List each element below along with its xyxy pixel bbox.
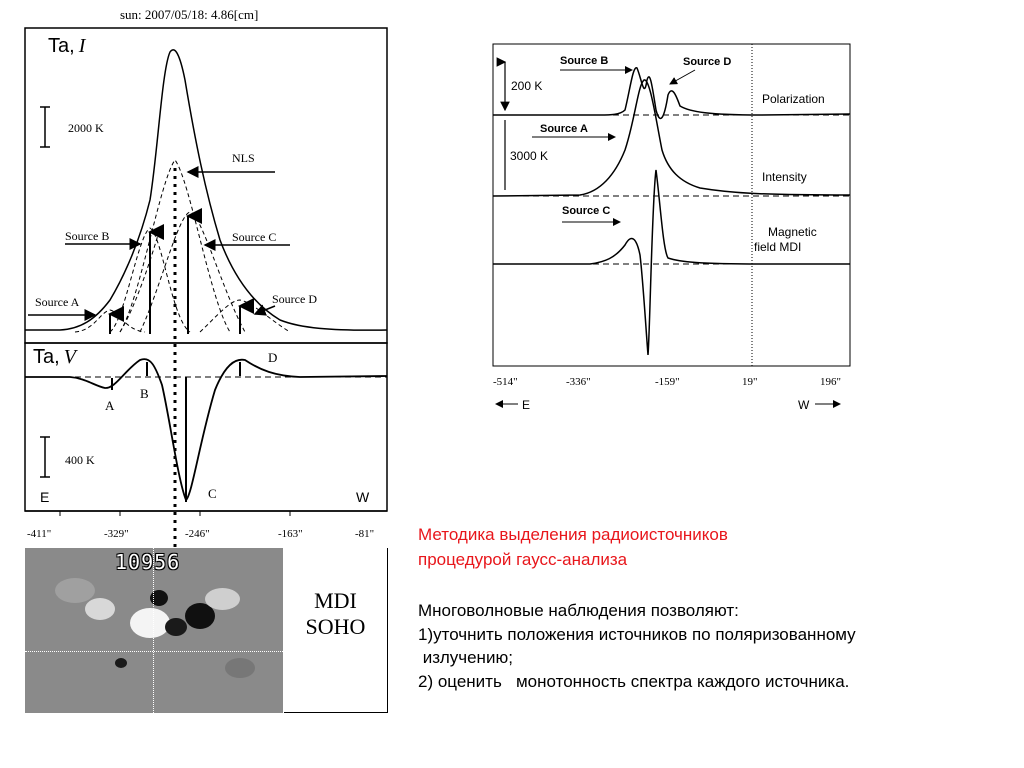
svg-text:2000 K: 2000 K: [68, 121, 104, 135]
right-source-a-label: Source A: [540, 123, 588, 135]
right-west-indicator: [798, 398, 840, 412]
svg-text:-81": -81": [355, 528, 375, 540]
right-scale-3000k-label: 3000 K: [510, 149, 549, 163]
slide-body: [418, 599, 1018, 693]
left-x-ticks: [27, 528, 374, 540]
magnetic-label-2: field MDI: [754, 240, 802, 254]
polar-axis-label: Ta, V: [33, 346, 76, 368]
svg-text:-411": -411": [27, 528, 52, 540]
title-line-2: процедурой гаусс-анализа: [418, 550, 628, 569]
svg-text:196": 196": [820, 376, 841, 388]
scale-bar-2000k: [40, 107, 104, 147]
polarization-label: Polarization: [762, 92, 825, 106]
right-source-d-label: Source D: [683, 56, 732, 68]
svg-text:400 K: 400 K: [65, 453, 95, 467]
svg-text:-336": -336": [566, 376, 591, 388]
intensity-total-curve: [25, 50, 387, 330]
mdi-label-1: MDI: [314, 588, 357, 613]
polar-v-curve: [25, 359, 387, 500]
body-line-3: излучению;: [418, 648, 513, 667]
right-source-c-label: Source C: [562, 205, 611, 217]
left-title: sun: 2007/05/18: 4.86[cm]: [120, 7, 259, 22]
mdi-soho-label-box: [284, 548, 388, 713]
polar-letter-a: A: [105, 398, 115, 413]
right-source-b-label: Source B: [560, 55, 609, 67]
svg-text:W: W: [798, 398, 810, 412]
polar-letter-b: B: [140, 386, 149, 401]
left-source-a-label: Source A: [35, 295, 80, 309]
right-x-ticks: [493, 376, 841, 388]
polar-letter-c: C: [208, 486, 217, 501]
body-line-2: 1)уточнить положения источников по поляризованному: [418, 624, 856, 644]
intensity-axis-label: Ta, I: [48, 35, 86, 57]
svg-text:19": 19": [742, 376, 758, 388]
polar-letter-d: D: [268, 350, 278, 365]
svg-text:-159": -159": [655, 376, 680, 388]
title-line-1: Методика выделения радиоисточников: [418, 525, 728, 544]
nls-label: NLS: [232, 151, 255, 165]
svg-text:-163": -163": [278, 528, 303, 540]
left-source-c-label: Source C: [232, 230, 277, 244]
scale-bar-400k: [40, 437, 95, 477]
svg-text:E: E: [522, 398, 531, 412]
right-east-indicator: [496, 398, 530, 412]
mdi-region-number: 10956: [115, 550, 181, 574]
gaussian-components: [75, 160, 290, 332]
left-east-label: E: [40, 489, 50, 505]
left-west-label: W: [356, 489, 370, 505]
svg-text:-246": -246": [185, 528, 210, 540]
slide-title: [418, 522, 898, 572]
mdi-label-2: SOHO: [305, 614, 366, 639]
body-line-4: 2) оценить монотонность спектра каждого источника.: [418, 671, 850, 691]
left-source-d-label: Source D: [272, 292, 317, 306]
intensity-label: Intensity: [762, 170, 807, 184]
svg-text:-514": -514": [493, 376, 518, 388]
body-line-1: Многоволновые наблюдения позволяют:: [418, 601, 739, 620]
mdi-magnetogram-image: [25, 548, 283, 713]
left-source-b-label: Source B: [65, 229, 110, 243]
magnetic-trace: [493, 170, 850, 355]
svg-text:-329": -329": [104, 528, 129, 540]
right-scale-200k-label: 200 K: [511, 79, 543, 93]
magnetic-label-1: Magnetic: [768, 225, 817, 239]
